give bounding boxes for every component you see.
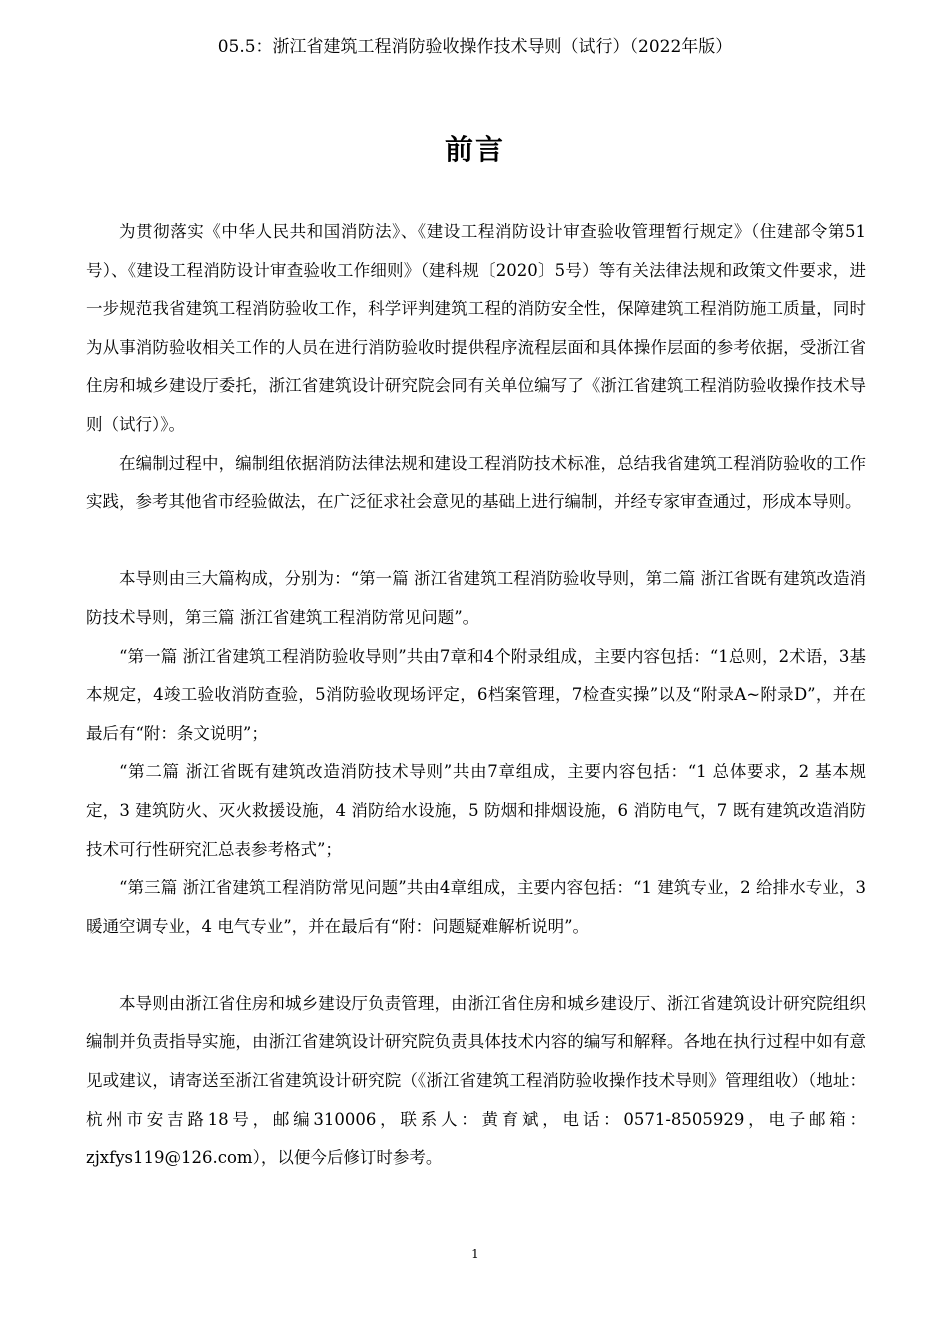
paragraph-part-three: “第三篇 浙江省建筑工程消防常见问题”共由4章组成，主要内容包括：“1 建筑专业，2 给排水专业，3 暖通空调专业，4 电气专业”，并在最后有“附：问题疑难解析说明”。 — [86, 878, 866, 936]
paragraph-spacer — [86, 946, 866, 985]
body-text — [86, 213, 866, 1178]
page-number: 1 — [471, 1247, 479, 1261]
paragraph-part-two: “第二篇 浙江省既有建筑改造消防技术导则”共由7章组成，主要内容包括：“1 总体要求，2 基本规定，3 建筑防火、灭火救援设施，4 消防给水设施，5 防烟和排烟设施，6 消防电气，7 既有建筑改造消防技术可行性研究汇总表参考格式”； — [86, 762, 866, 859]
page-title: 前言 — [444, 133, 505, 166]
paragraph-structure: 本导则由三大篇构成，分别为：“第一篇 浙江省建筑工程消防验收导则，第二篇 浙江省既有建筑改造消防技术导则，第三篇 浙江省建筑工程消防常见问题”。 — [86, 569, 866, 627]
paragraph-management: 本导则由浙江省住房和城乡建设厅负责管理，由浙江省住房和城乡建设厅、浙江省建筑设计研究院组织编制并负责指导实施，由浙江省建筑设计研究院负责具体技术内容的编写和解释。各地在执行过程中如有意见或建议，请寄送至浙江省建筑设计研究院（《浙江省建筑工程消防验收操作技术导则》管理组收）（地址：杭州市安吉路18号，邮编310006，联系人：黄育斌，电话：0571-8505929，电子邮箱：zjxfys119@126.com），以便今后修订时参考。 — [86, 993, 866, 1168]
paragraph-part-one: “第一篇 浙江省建筑工程消防验收导则”共由7章和4个附录组成，主要内容包括：“1总则，2术语，3基本规定，4竣工验收消防查验，5消防验收现场评定，6档案管理，7检查实操”以及“附录A~附录D”，并在最后有“附：条文说明”； — [86, 646, 866, 743]
running-header: 05.5：浙江省建筑工程消防验收操作技术导则（试行）（2022年版） — [217, 37, 733, 57]
paragraph-purpose: 为贯彻落实《中华人民共和国消防法》、《建设工程消防设计审查验收管理暂行规定》（住建部令第51号）、《建设工程消防设计审查验收工作细则》（建科规〔2020〕5号）等有关法律法规和政策文件要求，进一步规范我省建筑工程消防验收工作，科学评判建筑工程的消防安全性，保障建筑工程消防施工质量，同时为从事消防验收相关工作的人员在进行消防验收时提供程序流程层面和具体操作层面的参考依据，受浙江省住房和城乡建设厅委托，浙江省建筑设计研究院会同有关单位编写了《浙江省建筑工程消防验收操作技术导则（试行）》。 — [86, 222, 866, 434]
paragraph-spacer — [86, 522, 866, 561]
paragraph-compilation: 在编制过程中，编制组依据消防法律法规和建设工程消防技术标准，总结我省建筑工程消防验收的工作实践，参考其他省市经验做法，在广泛征求社会意见的基础上进行编制，并经专家审查通过，形成本导则。 — [86, 453, 866, 512]
